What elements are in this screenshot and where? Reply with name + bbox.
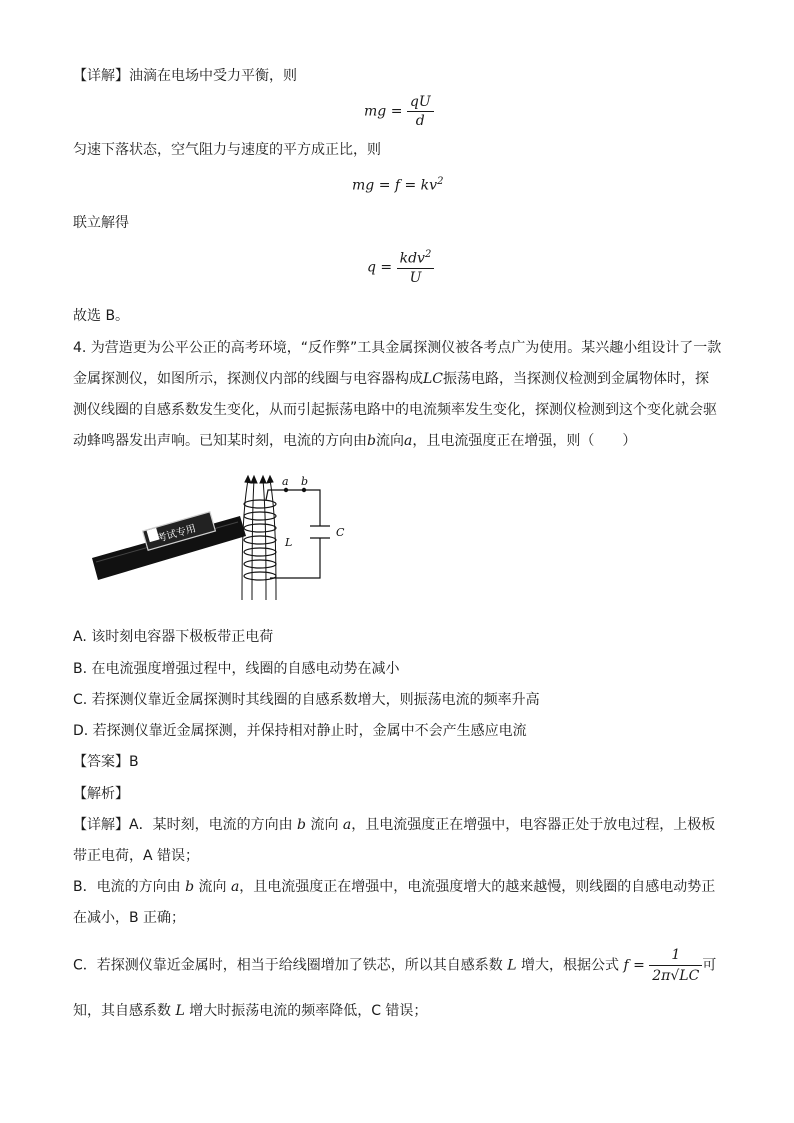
detector-diagram [90,474,350,604]
detail-b-line-1 [73,877,715,897]
wand-label: 考试专用 [155,523,198,545]
detail-b-line-2: 在减小，B 正确； [73,910,186,926]
question-text: 流向 [375,433,404,449]
detail-c-line-1 [73,946,716,985]
label-b: b [301,475,309,488]
eq1-denominator: d [415,113,425,129]
detail-a-line-2: 带正电荷，A 错误； [73,848,200,864]
choose-line: 故选 B。 [73,308,130,324]
analysis-heading: 【解析】 [73,786,129,802]
question-text: 4. 为营造更为公平公正的高考环境，“反作弊”工具金属探测仪被各考点广为使用。某兴趣小组设计了一款 [73,340,722,356]
question-var: a [403,433,413,449]
option-c: C. 若探测仪靠近金属探测时其线圈的自感系数增大，则振荡电流的频率升高 [73,692,540,708]
option-d: D. 若探测仪靠近金属探测，并保持相对静止时，金属中不会产生感应电流 [73,723,527,739]
detector-figure [90,474,350,608]
detail-intro: 【详解】油滴在电场中受力平衡，则 [73,68,297,84]
formula-lhs: f = [623,957,645,974]
question-line-4 [73,431,636,451]
detail-text: 【详解】A．某时刻，电流的方向由 [73,817,298,833]
eq3-lhs: q = [367,259,393,276]
answer: 【答案】B [73,754,139,770]
solve-line: 联立解得 [73,215,129,231]
question-text: 测仪线圈的自感系数发生变化，从而引起振荡电路中的电流频率发生变化，探测仪检测到这个变化就会驱 [73,402,717,418]
option-b: B. 在电流强度增强过程中，线圈的自感电动势在减小 [73,661,400,677]
eq1-fraction [407,94,434,129]
eq2-lhs: mg = f = kv [352,177,438,194]
detail-text: 可 [702,957,717,974]
detail-c-line-2 [73,1001,427,1021]
eq3-num-text: kdv [399,250,425,267]
detail-text: B．电流的方向由 [73,879,186,895]
question-line-1 [73,338,721,358]
detail-var: L [175,1003,185,1019]
detail-text: 流向 [194,879,231,895]
detail-text: 增大，根据公式 [516,957,624,974]
eq3-fraction [397,249,435,286]
inductor-coil [244,500,276,580]
detail-a-line-1 [73,815,715,835]
detail-text: C．若探测仪靠近金属时，相当于给线圈增加了铁芯，所以其自感系数 [73,957,508,974]
eq3-numerator [397,249,435,269]
detail-var: b [297,817,306,833]
label-C: C [336,526,345,539]
option-a: A. 该时刻电容器下极板带正电荷 [73,629,274,645]
detail-text: 知，其自感系数 [73,1003,176,1019]
label-a: a [282,475,289,488]
eq1-lhs: mg = [364,103,403,120]
node-b [302,488,306,492]
detail-var: b [185,879,195,895]
detail-text: 流向 [306,817,343,833]
question-line-2 [73,369,709,389]
question-text: ，且电流强度正在增强，则（ ） [412,433,637,449]
question-var: b [367,433,376,449]
node-a [284,488,288,492]
question-var: LC [423,371,444,387]
question-text: 振荡电路，当探测仪检测到金属物体时，探 [443,371,710,387]
eq3-num-exponent: 2 [424,249,432,260]
label-L: L [285,536,293,549]
detail-var: a [230,879,240,895]
eq1-numerator: qU [407,94,434,112]
detail-text: ，且电流强度正在增强中，电流强度增大的越来越慢，则线圈的自感电动势正 [239,879,716,895]
equation-drag [352,176,443,194]
detail-var: L [507,957,517,974]
formula-numerator: 1 [649,946,702,966]
detail-text: 增大时振荡电流的频率降低，C 错误； [184,1003,428,1019]
equation-force-balance [364,94,434,129]
question-text: 动蜂鸣器发出声响。已知某时刻，电流的方向由 [73,433,367,449]
metal-detector-wand [92,512,246,580]
formula-fraction [649,946,702,985]
eq3-denominator: U [409,269,422,286]
drag-line: 匀速下落状态，空气阻力与速度的平方成正比，则 [73,142,381,158]
question-text: 金属探测仪，如图所示，探测仪内部的线圈与电容器构成 [73,371,423,387]
equation-charge [367,249,434,286]
detail-text: ，且电流强度正在增强中，电容器正处于放电过程，上极板 [351,817,716,833]
detail-var: a [342,817,352,833]
formula-denominator: 2π√LC [652,968,700,984]
question-line-3 [73,400,717,420]
eq2-exponent: 2 [437,176,444,187]
